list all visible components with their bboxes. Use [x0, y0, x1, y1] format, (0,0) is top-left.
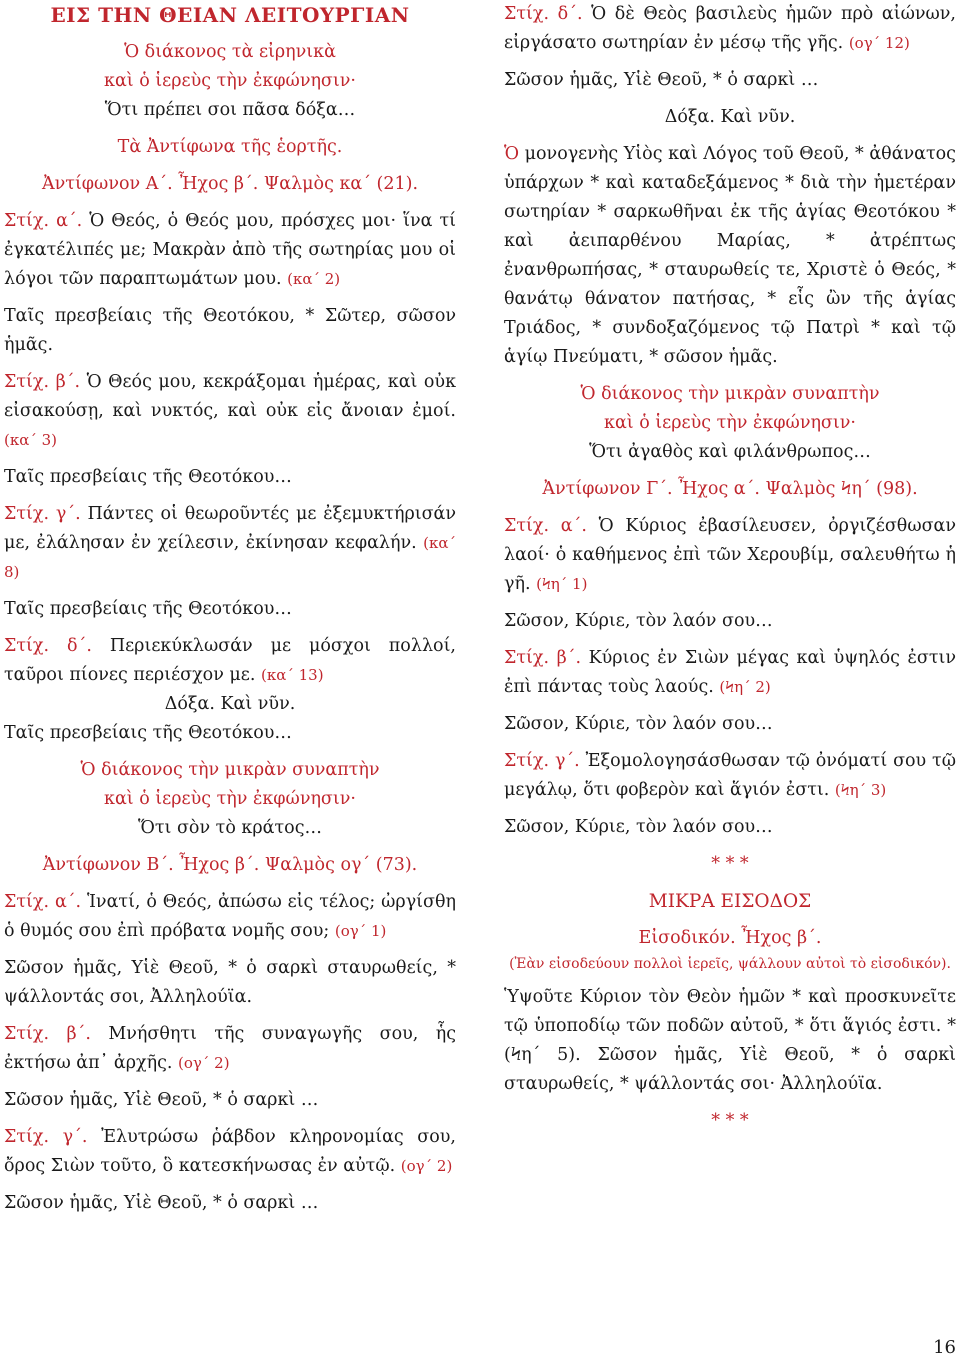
section-title: ΜΙΚΡΑ ΕΙΣΟΔΟΣ	[648, 891, 812, 912]
separator-stars: * * *	[711, 1111, 749, 1131]
doxology: Δόξα. Καὶ νῦν.	[664, 107, 796, 127]
refrain: Ταῖς πρεσβείαις τῆς Θεοτόκου, * Σῶτερ, σῶσον ἡμᾶς.	[4, 306, 456, 355]
verse: Στίχ. α΄. Ὁ Κύριος ἐβασίλευσεν, ὀργιζέσθωσαν λαοί· ὁ καθήμενος ἐπὶ τῶν Χερουβίμ, σαλευθήτω ἡ γῆ. (Ϟη΄ 1)	[504, 516, 956, 594]
eisodikon-heading: Εἰσοδικόν. Ἦχος β΄.	[638, 928, 822, 948]
right-column	[504, 0, 956, 1136]
eisodikon-hymn: Ὑψοῦτε Κύριον τὸν Θεὸν ἡμῶν * καὶ προσκυνεῖτε τῷ ὑποποδίῳ τῶν ποδῶν αὐτοῦ, * ὅτι ἅγιός ἐστι. * (Ϟη΄ 5). Σῶσον ἡμᾶς, Υἱὲ Θεοῦ, * ὁ σαρκὶ σταυρωθείς, * ψάλλοντάς σοι· Ἀλληλούϊα.	[504, 987, 956, 1094]
rubric-line: καὶ ὁ ἱερεὺς τὴν ἐκφώνησιν·	[604, 413, 856, 433]
exclamation: Ὅτι σὸν τὸ κράτος…	[138, 818, 322, 838]
rubric-line: καὶ ὁ ἱερεὺς τὴν ἐκφώνησιν·	[104, 789, 356, 809]
refrain: Ταῖς πρεσβείαις τῆς Θεοτόκου…	[4, 723, 292, 743]
refrain: Σῶσον ἡμᾶς, Υἱὲ Θεοῦ, * ὁ σαρκὶ …	[4, 1193, 319, 1213]
verse: Στίχ. δ΄. Περιεκύκλωσάν με μόσχοι πολλοί, ταῦροι πίονες περιέσχον με. (κα΄ 13)	[4, 636, 456, 685]
rubric-note: (Ἐὰν εἰσοδεύουν πολλοὶ ἱερεῖς, ψάλλουν αὐτοὶ τὸ εἰσοδικόν).	[509, 956, 951, 972]
antiphon-heading: Ἀντίφωνον Β΄. Ἦχος β΄. Ψαλμὸς ογ΄ (73).	[42, 855, 418, 875]
refrain: Σῶσον ἡμᾶς, Υἱὲ Θεοῦ, * ὁ σαρκὶ …	[4, 1090, 319, 1110]
refrain: Σῶσον, Κύριε, τὸν λαόν σου…	[504, 817, 773, 837]
refrain: Σῶσον, Κύριε, τὸν λαόν σου…	[504, 611, 773, 631]
verse: Στίχ. α΄. Ἱνατί, ὁ Θεός, ἀπώσω εἰς τέλος; ὠργίσθη ὁ θυμός σου ἐπὶ πρόβατα νομῆς σου; (ογ΄ 1)	[4, 892, 456, 941]
rubric-line: καὶ ὁ ἱερεὺς τὴν ἐκφώνησιν·	[104, 71, 356, 91]
exclamation: Ὅτι πρέπει σοι πᾶσα δόξα…	[104, 100, 356, 120]
refrain: Σῶσον ἡμᾶς, Υἱὲ Θεοῦ, * ὁ σαρκὶ …	[504, 70, 819, 90]
page-title: ΕΙΣ ΤΗΝ ΘΕΙΑΝ ΛΕΙΤΟΥΡΓΙΑΝ	[50, 3, 410, 27]
verse: Στίχ. γ΄. Ἐξομολογησάσθωσαν τῷ ὀνόματί σου τῷ μεγάλῳ, ὅτι φοβερὸν καὶ ἅγιόν ἐστι. (Ϟη΄ 3)	[504, 751, 956, 800]
antiphon-heading: Ἀντίφωνον Α΄. Ἦχος β΄. Ψαλμὸς κα΄ (21).	[41, 174, 419, 194]
refrain: Ταῖς πρεσβείαις τῆς Θεοτόκου…	[4, 599, 292, 619]
rubric-line: Ὁ διάκονος τὴν μικρὰν συναπτὴν	[80, 760, 380, 780]
verse: Στίχ. β΄. Μνήσθητι τῆς συναγωγῆς σου, ἧς ἐκτήσω ἀπ᾿ ἀρχῆς. (ογ΄ 2)	[4, 1024, 456, 1073]
troparion-monogenis: Ὁ μονογενὴς Υἱὸς καὶ Λόγος τοῦ Θεοῦ, * ἀθάνατος ὑπάρχων * καὶ καταδεξάμενος * διὰ τὴν ἡμετέραν σωτηρίαν * σαρκωθῆναι ἐκ τῆς ἁγίας Θεοτόκου * καὶ ἀειπαρθένου Μαρίας, * ἀτρέπτως ἐνανθρωπήσας, * σταυρωθείς τε, Χριστὲ ὁ Θεός, * θανάτῳ θάνατον πατήσας, * εἷς ὢν τῆς ἁγίας Τριάδος, * συνδοξαζόμενος τῷ Πατρὶ * καὶ τῷ ἁγίῳ Πνεύματι, * σῶσον ἡμᾶς.	[504, 144, 956, 367]
section-heading: Τὰ Ἀντίφωνα τῆς ἑορτῆς.	[117, 137, 343, 157]
verse: Στίχ. γ΄. Ἐλυτρώσω ῥάβδον κληρονομίας σου, ὄρος Σιὼν τοῦτο, ὃ κατεσκήνωσας ἐν αὐτῷ. (ογ΄ 2)	[4, 1127, 456, 1176]
refrain: Σῶσον ἡμᾶς, Υἱὲ Θεοῦ, * ὁ σαρκὶ σταυρωθείς, * ψάλλοντάς σοι, Ἀλληλούϊα.	[4, 958, 456, 1007]
drop-initial: Ὁ	[504, 144, 520, 164]
separator-stars: * * *	[711, 854, 749, 874]
exclamation: Ὅτι ἀγαθὸς καὶ φιλάνθρωπος…	[589, 442, 871, 462]
verse: Στίχ. δ΄. Ὁ δὲ Θεὸς βασιλεὺς ἡμῶν πρὸ αἰώνων, εἰργάσατο σωτηρίαν ἐν μέσῳ τῆς γῆς. (ογ΄ 12)	[504, 4, 956, 53]
refrain: Σῶσον, Κύριε, τὸν λαόν σου…	[504, 714, 773, 734]
refrain: Ταῖς πρεσβείαις τῆς Θεοτόκου…	[4, 467, 292, 487]
doxology: Δόξα. Καὶ νῦν.	[164, 694, 296, 714]
rubric-line: Ὁ διάκονος τὰ εἰρηνικὰ	[124, 42, 336, 62]
rubric-line: Ὁ διάκονος τὴν μικρὰν συναπτὴν	[580, 384, 880, 404]
verse: Στίχ. γ΄. Πάντες οἱ θεωροῦντές με ἐξεμυκτήρισάν με, ἐλάλησαν ἐν χείλεσιν, ἐκίνησαν κεφαλήν. (κα΄ 8)	[4, 504, 456, 581]
verse: Στίχ. α΄. Ὁ Θεός, ὁ Θεός μου, πρόσχες μοι· ἵνα τί ἐγκατέλιπές με; Μακρὰν ἀπὸ τῆς σωτηρίας μου οἱ λόγοι τῶν παραπτωμάτων μου. (κα΄ 2)	[4, 211, 456, 289]
verse: Στίχ. β΄. Ὁ Θεός μου, κεκράξομαι ἡμέρας, καὶ οὐκ εἰσακούσῃ, καὶ νυκτός, καὶ οὐκ εἰς ἄνοιαν ἐμοί. (κα΄ 3)	[4, 372, 457, 449]
antiphon-heading: Ἀντίφωνον Γ΄. Ἦχος α΄. Ψαλμὸς Ϟη΄ (98).	[542, 479, 918, 499]
left-column	[4, 0, 456, 1218]
verse: Στίχ. β΄. Κύριος ἐν Σιὼν μέγας καὶ ὑψηλός ἐστιν ἐπὶ πάντας τοὺς λαούς. (Ϟη΄ 2)	[504, 648, 956, 697]
page-number: 16	[933, 1337, 956, 1358]
